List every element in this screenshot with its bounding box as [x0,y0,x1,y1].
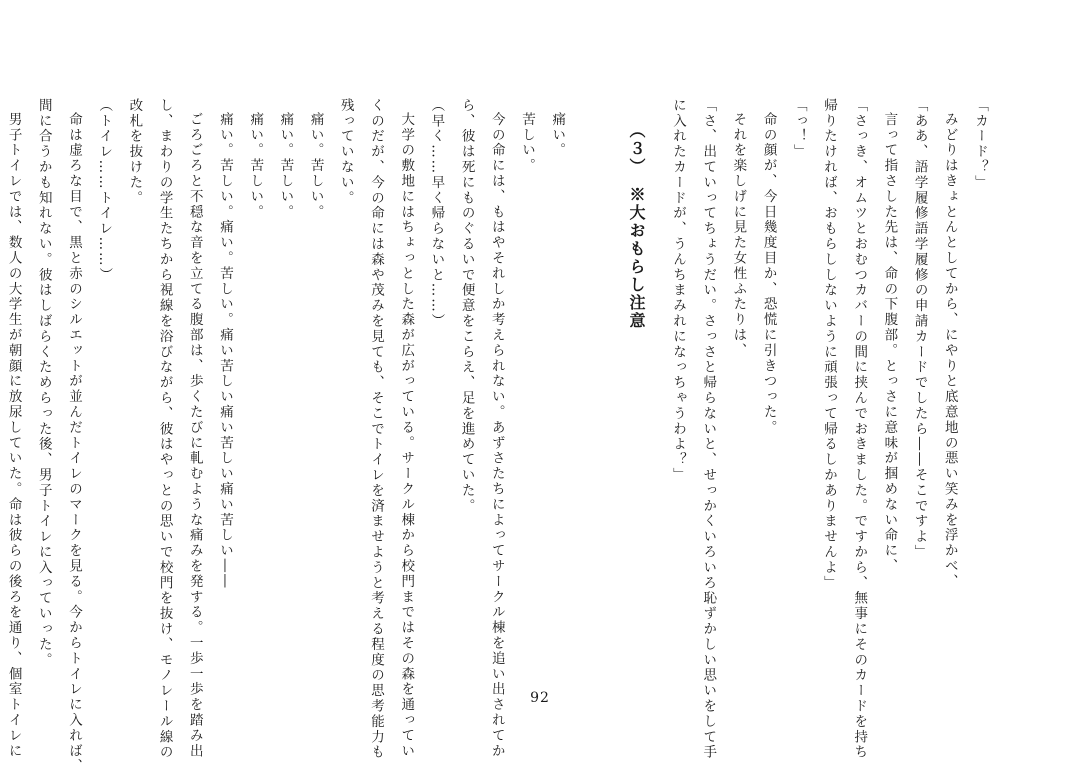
text-column: 残っていない。 [337,98,354,206]
text-column: 命の顔が、今日幾度目か、恐慌に引きつった。 [760,112,777,436]
text-column: くのだが、今の命には森や茂みを見ても、そこでトイレを済ませようと考える程度の思考能力も [368,98,384,761]
text-column: みどりはきょとんとしてから、にやりと底意地の悪い笑みを浮かべ、 [941,112,958,590]
text-column: 命は虚ろな目で、黒と赤のシルエットが並んだトイレのマークを見る。今からトイレに入れば、 [66,112,82,774]
text-column: 言って指さした先は、命の下腹部。とっさに意味が掴めない命に、 [881,112,898,574]
text-column: （早く……早く帰らないと……） [428,98,445,329]
text-column: 間に合うかも知れない。彼はしばらくためらった後、男子トイレに入っていった。 [35,98,52,668]
text-column: 痛い。 [549,112,566,159]
text-column: ら、彼は死にものぐるいで便意をこらえ、足を進めていた。 [458,98,475,514]
text-column: 「さ、出ていってちょうだい。さっさと帰らないと、せっかくいろいろ恥ずかしい思いをして手 [700,98,717,761]
section-heading: （３） ※大おもらし注意 [627,122,646,330]
page-number: 92 [530,690,550,706]
text-column: 痛い。苦しい。 [247,112,264,220]
text-column: 痛い。苦しい。 [307,112,324,220]
text-column: に入れたカードが、うんちまみれになっちゃうわよ？」 [670,98,686,483]
text-column: 苦しい。 [519,112,535,174]
text-column: 改札を抜けた。 [126,98,143,206]
text-column: 「ああ、語学履修語学履修の申請カードでしたら――そこですよ」 [911,98,928,560]
text-column: （トイレ……トイレ……） [96,98,113,283]
text-column: 帰りたければ、おもらししないように頑張って帰るしかありませんよ」 [821,98,837,591]
text-column: 「カード？」 [972,98,988,191]
text-column: 「っ！」 [790,98,807,160]
text-column: 痛い。苦しい。 [277,112,294,220]
text-column: ごろごろと不穏な音を立てる腹部は、歩くたびに軋むような痛みを発する。一歩一歩を踏み出 [186,112,203,759]
text-column: それを楽しげに見た女性ふたりは、 [730,112,747,359]
text-column: 痛い。苦しい。痛い。苦しい。痛い苦しい痛い苦しい痛い苦しい―― [217,112,233,590]
text-column: 今の命には、もはやそれしか考えられない。あずさたちによってサークル棟を追い出されてか [488,112,505,759]
text-column: 大学の敷地にはちょっとした森が広がっている。サークル棟から校門まではその森を通ってい [398,112,415,759]
text-column: し、まわりの学生たちから視線を浴びながら、彼はやっとの思いで校門を抜け、モノレール線の [156,98,173,761]
text-column: 男子トイレでは、数人の大学生が朝顔に放尿していた。命は彼らの後ろを通り、個室トイレに [5,112,22,759]
text-column: 「さっき、オムツとおむつカバーの間に挟んでおきました。ですから、無事にそのカードを持ち [851,98,868,761]
